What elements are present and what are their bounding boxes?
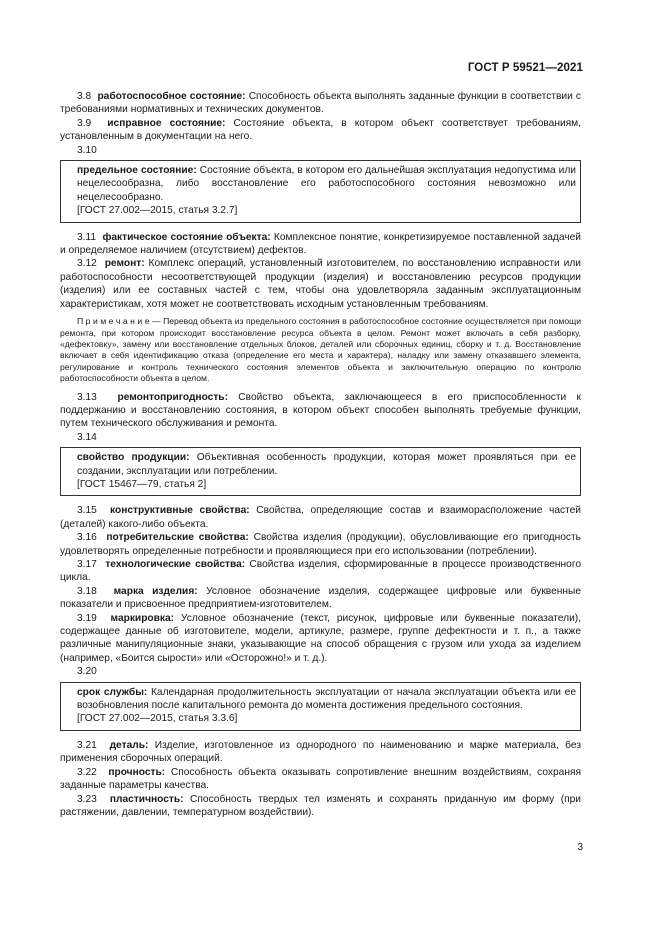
term-definition: Условное обозначение изделия, содержащее цифровые или буквенные показатели и присвоенное предприятием-изготовителем. [60, 585, 581, 611]
term-definition: Способность объекта выполнять заданные функции в соответствии с требованиями нормативных и технических документов. [60, 91, 581, 116]
term-definition: Способность твердых тел изменять и сохранять приданную им форму (при растяжении, давлении, температурном воздействии). [60, 793, 581, 818]
document-body [60, 90, 581, 819]
term-3-21 [60, 739, 581, 766]
term-number: 3.21 [77, 739, 97, 751]
quoted-term-box-3-10 [60, 160, 581, 223]
term-definition: Состояние объекта, в котором объект соответствует требованиям, установленным в документации на него. [60, 117, 581, 143]
term-number: 3.19 [77, 612, 97, 624]
term-name: свойство продукции: [77, 452, 190, 464]
term-number: 3.22 [77, 766, 97, 778]
term-name: предельное состояние: [77, 165, 197, 177]
term-3-18 [60, 585, 581, 612]
term-name: конструктивные свойства: [110, 505, 250, 517]
term-definition: Комплексное понятие, конкретизируемое поставленной задачей и определяемое наличием (отсутствием) дефектов. [60, 231, 581, 257]
term-source-reference: [ГОСТ 27.002—2015, статья 3.2.7] [77, 205, 238, 217]
term-number: 3.23 [77, 793, 97, 805]
term-3-13 [60, 391, 581, 431]
term-name: деталь: [109, 739, 149, 751]
term-definition: Свойства, определяющие состав и взаиморасположение частей (деталей) какого-либо объекта. [60, 505, 581, 530]
term-definition: Условное обозначение (текст, рисунок, цифровые или буквенные показатели), содержащее данные об изготовителе, модели, артикуле, размере, группе дефектности и т. п., а также различные манипуляционные знаки, указывающие на способ обращения с грузом или ухода за изделием (например, «Боится сырости» или «Осторожно!» и т. д.). [60, 612, 581, 664]
quoted-term-box-3-14 [60, 447, 581, 496]
term-number: 3.12 [77, 258, 97, 270]
term-3-9 [60, 117, 581, 144]
term-3-20 [77, 686, 576, 713]
term-definition: Свойства изделия (продукции), обусловливающие его пригодность удовлетворять определенные потребности и проявляющиеся при его использовании (потреблении). [60, 532, 581, 557]
term-number: 3.16 [77, 532, 97, 544]
term-number: 3.11 [77, 231, 97, 243]
term-3-15 [60, 504, 581, 531]
term-3-16 [60, 531, 581, 558]
term-name: технологические свойства: [105, 559, 246, 570]
term-name: срок службы: [77, 686, 148, 698]
note-text: — Перевод объекта из предельного состояния в работоспособное состояние осуществляется при помощи ремонта, при котором происходит восстановление ресурса объекта в целом. Ремонт может включать в себя разборку, «дефектовку», замену или восстановление отдельных блоков, деталей или сборочных единиц, сборку и т. д. Восстановление включает в себя идентификацию отказа (определение его места и характера), наладку или замену отказавшего элемента, регулирование и контроль технического состояния элементов объекта и заключительную операцию по контролю работоспособности объекта в целом. [60, 316, 581, 384]
term-3-8 [60, 90, 581, 117]
term-name: потребительские свойства: [106, 532, 249, 544]
term-name: работоспособное состояние: [97, 91, 246, 102]
term-name: марка изделия: [113, 585, 198, 597]
term-number: 3.13 [77, 391, 97, 403]
term-name: исправное состояние: [107, 117, 226, 129]
term-name: маркировка: [110, 612, 175, 624]
term-number: 3.15 [77, 505, 97, 517]
term-number-3-20: 3.20 [77, 666, 97, 678]
term-name: прочность: [108, 766, 166, 778]
term-name: пластичность: [109, 793, 184, 805]
term-number: 3.8 [77, 91, 92, 102]
term-definition: Состояние объекта, в котором его дальнейшая эксплуатация недопустима или нецелесообразна, либо восстановление его работоспособного состояния невозможно или нецелесообразно. [77, 165, 576, 203]
term-3-11 [60, 231, 581, 258]
term-name: ремонт: [104, 258, 145, 270]
term-number-3-10: 3.10 [77, 144, 97, 156]
term-source-reference: [ГОСТ 15467—79, статья 2] [77, 478, 207, 490]
term-source-reference: [ГОСТ 27.002—2015, статья 3.3.6] [77, 713, 238, 725]
term-number: 3.17 [77, 559, 97, 570]
note-label: П р и м е ч а н и е [77, 316, 150, 327]
term-definition: Календарная продолжительность эксплуатации от начала эксплуатации объекта или ее возобновления после капитального ремонта до момента достижения предельного состояния. [77, 686, 576, 712]
term-definition: Объективная особенность продукции, которая может проявляться при ее создании, эксплуатации или потреблении. [77, 452, 577, 477]
note-paragraph [60, 316, 581, 384]
term-definition: Изделие, изготовленное из однородного по наименованию и марке материала, без применения сборочных операций. [60, 739, 582, 765]
term-3-10 [77, 164, 576, 204]
term-number-3-14: 3.14 [77, 431, 97, 443]
term-definition: Свойства изделия, сформированные в процессе производственного цикла. [60, 559, 581, 584]
standard-title: ГОСТ Р 59521—2021 [467, 62, 583, 74]
page-number: 3 [577, 842, 583, 853]
term-3-12 [60, 257, 581, 311]
term-definition: Способность объекта оказывать сопротивление внешним воздействиям, сохраняя заданные параметры качества. [60, 766, 581, 792]
quoted-term-box-3-20 [60, 682, 581, 731]
term-name: фактическое состояние объекта: [102, 231, 271, 243]
term-3-14 [77, 451, 576, 478]
term-definition: Свойство объекта, заключающееся в его приспособленности к поддержанию и восстановлению состояния, в котором объект способен выполнять требуемые функции, путем технического обслуживания и ремонта. [60, 391, 581, 430]
term-3-17 [60, 558, 581, 585]
term-3-19 [60, 612, 581, 666]
term-definition: Комплекс операций, установленный изготовителем, по восстановлению исправности или работоспособности несоответствующей продукции (изделия) и восстановлению ресурсов продукции (изделия) или ее составных частей с тем, чтобы она удовлетворяла заданным эксплуатационным характеристикам, хотя может не соответствовать исходным установленным требованиям. [60, 258, 581, 310]
term-name: ремонтопригодность: [117, 391, 228, 403]
term-3-22 [60, 766, 581, 793]
term-number: 3.9 [77, 117, 92, 129]
term-3-23 [60, 793, 581, 820]
term-number: 3.18 [77, 585, 97, 597]
